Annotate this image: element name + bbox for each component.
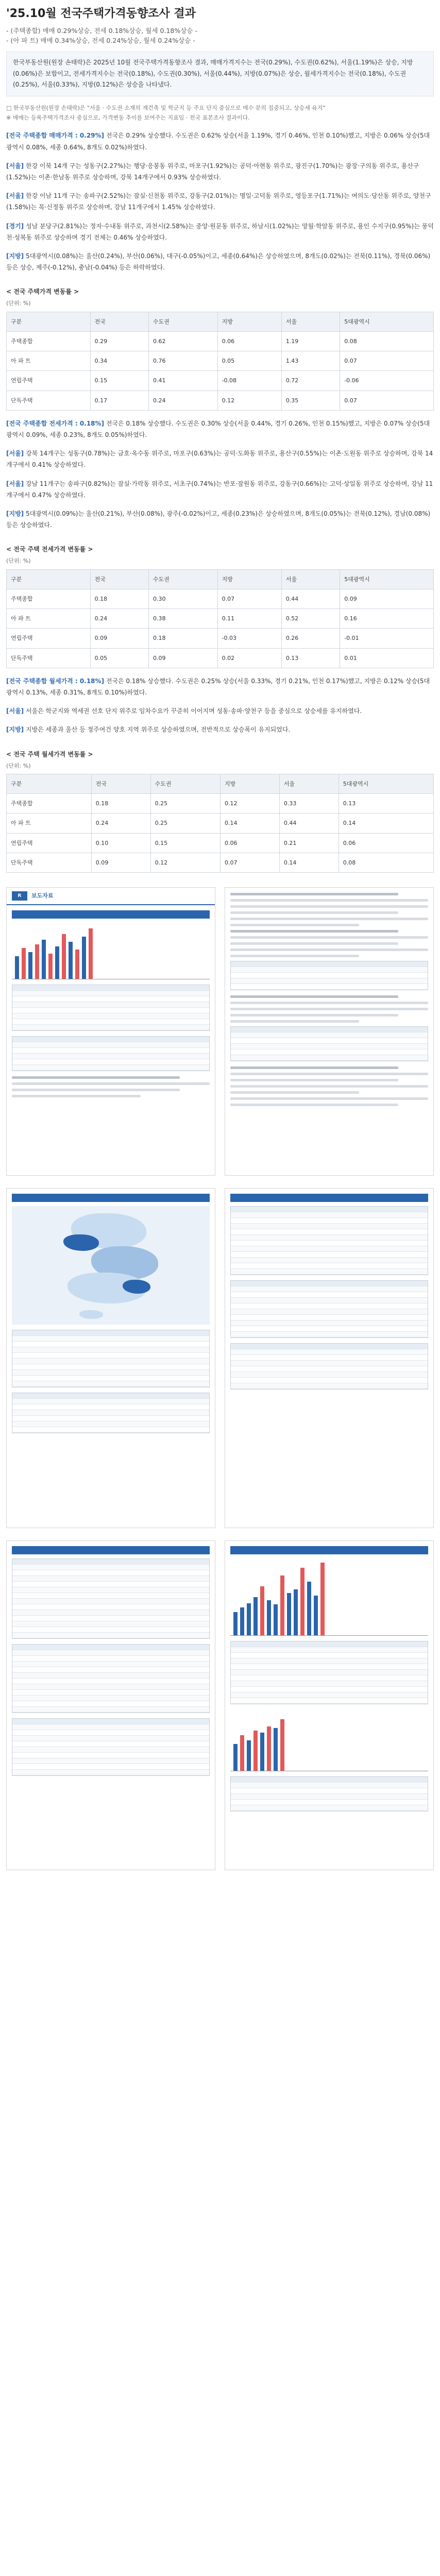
table-cell: -0.08 [217, 371, 281, 391]
table-cell: 0.09 [340, 589, 434, 608]
table-cell: -0.03 [217, 629, 281, 648]
paragraph-text: 한강 이남 11개 구는 송파구(2.52%)는 잠실·신천동 위주로, 강동구(2.01%)는 명일·고덕동 위주로, 영등포구(1.71%)는 여의도·당산동 위주로, 양천구(1.58%)는 목·신정동 위주로 상승하며, 강남 11개구에서 1.45% 상승하였다. [6, 192, 431, 211]
table-cell: 0.24 [91, 814, 150, 833]
table-cell: 단독주택 [7, 648, 91, 668]
table-cell: 0.06 [217, 331, 281, 351]
table-cell: 0.25 [150, 814, 220, 833]
table-row [7, 371, 434, 391]
report-page-thumbnail[interactable] [225, 887, 434, 1176]
doc-table-thumbnail [12, 1558, 210, 1639]
table-cell: 0.72 [281, 371, 340, 391]
table-cell: 0.07 [340, 351, 434, 371]
table-cell: 0.44 [281, 589, 340, 608]
doc-header-label: 보도자료 [31, 892, 54, 900]
table-cell: 연립주택 [7, 833, 92, 853]
table-cell: -0.01 [340, 629, 434, 648]
table-cell: 0.06 [339, 833, 433, 853]
sales-rate-table [6, 312, 434, 411]
doc-table-thumbnail [12, 1393, 210, 1433]
table-cell: 0.18 [90, 589, 148, 608]
paragraph-text: 5대광역시(0.08%)는 울산(0.24%), 부산(0.06%), 대구(-0.05%)이고, 세종(0.64%)은 상승하였으며, 8개도(0.02%)는 전북(0.11%), 경북(0.06%) 등은 상승, 제주(-0.12%), 충남(-0.04%) 등은 하락하였다. [6, 252, 431, 272]
table-cell: 0.44 [279, 814, 339, 833]
paragraph-lead: [서울] [6, 450, 24, 457]
table-cell: 아 파 트 [7, 609, 91, 629]
table-cell: 1.19 [281, 331, 340, 351]
table-cell: 0.09 [149, 648, 218, 668]
paragraph [6, 130, 434, 152]
paragraph-text: 강북 14개구는 성동구(0.78%)는 금호·옥수동 위주로, 마포구(0.63%)는 공덕·도화동 위주로, 용산구(0.55%)는 이촌·도원동 위주로 상승하며, 강북 14개구에서 0.41% 상승하였다. [6, 450, 433, 469]
doc-table-thumbnail [230, 1026, 428, 1061]
table-cell: 아 파 트 [7, 351, 91, 371]
table-header: 5대광역시 [340, 569, 434, 589]
table-row [7, 391, 434, 410]
table-cell: 연립주택 [7, 629, 91, 648]
doc-table-thumbnail [230, 961, 428, 990]
paragraph [6, 250, 434, 273]
doc-table-thumbnail [230, 1206, 428, 1275]
report-page-thumbnail[interactable] [225, 1188, 434, 1528]
table-cell: 1.43 [281, 351, 340, 371]
page-title: '25.10월 전국주택가격동향조사 결과 [6, 7, 196, 20]
doc-table-thumbnail [230, 1280, 428, 1338]
table-cell: 0.11 [217, 609, 281, 629]
table-cell: 0.34 [90, 351, 148, 371]
wolse-rate-table [6, 774, 434, 873]
table-header: 지방 [217, 569, 281, 589]
table-cell: 0.14 [279, 853, 339, 872]
table-row [7, 814, 434, 833]
table-cell: 0.13 [339, 794, 433, 814]
table-header-row [7, 774, 434, 793]
table-header: 구분 [7, 774, 92, 793]
doc-table-thumbnail [12, 1644, 210, 1713]
table-header: 수도권 [149, 312, 218, 331]
table-title: < 전국 주택가격 변동률 > [6, 288, 79, 296]
map-thumbnail [12, 1206, 210, 1325]
table-header: 5대광역시 [339, 774, 433, 793]
table-header: 구분 [7, 312, 91, 331]
doc-table-thumbnail [12, 1718, 210, 1776]
note [6, 104, 434, 123]
table-cell: 0.17 [90, 391, 148, 410]
table-cell: 주택종합 [7, 589, 91, 608]
table-cell: 0.52 [281, 609, 340, 629]
table-header: 수도권 [149, 569, 218, 589]
table-row [7, 331, 434, 351]
table-row [7, 609, 434, 629]
paragraph [6, 508, 434, 531]
table-header-row [7, 312, 434, 331]
table-cell: 0.18 [149, 629, 218, 648]
doc-body [225, 1189, 433, 1400]
table-cell: 0.09 [91, 853, 150, 872]
table-row [7, 853, 434, 872]
table-header: 구분 [7, 569, 91, 589]
table-cell: 0.07 [217, 589, 281, 608]
doc-chart-thumbnail [230, 1558, 428, 1636]
table-cell: 0.35 [281, 391, 340, 410]
table-header: 5대광역시 [340, 312, 434, 331]
table-cell: 0.25 [150, 794, 220, 814]
paragraph-text: 서울은 학군지와 역세권 선호 단지 위주로 임차수요가 꾸준히 이어지며 성동·송파·양천구 등을 중심으로 상승세를 유지하였다. [24, 707, 362, 715]
table-header-row [7, 569, 434, 589]
paragraph [6, 705, 434, 717]
table-cell: 0.33 [279, 794, 339, 814]
doc-table-thumbnail [12, 1036, 210, 1071]
doc-table-thumbnail [12, 985, 210, 1031]
table-cell: 주택종합 [7, 331, 91, 351]
table-cell: 아 파 트 [7, 814, 92, 833]
paragraph [6, 418, 434, 440]
paragraph-lead: [지방] [6, 510, 24, 517]
table-header: 전국 [90, 569, 148, 589]
report-page-thumbnail[interactable] [6, 1540, 215, 1870]
table-cell: 0.13 [281, 648, 340, 668]
table-cell: 0.02 [217, 648, 281, 668]
table-cell: 0.18 [91, 794, 150, 814]
table-cell: 0.07 [340, 391, 434, 410]
paragraph [6, 724, 434, 735]
subtitle-line: - (아 파 트) 매매 0.34%상승, 전세 0.24%상승, 월세 0.24%상승 - [6, 36, 195, 44]
doc-body [7, 1189, 215, 1444]
table-cell: 0.16 [340, 609, 434, 629]
table-unit: (단위: %) [6, 300, 31, 307]
table-cell: 0.09 [90, 629, 148, 648]
table-header: 수도권 [150, 774, 220, 793]
doc-body [7, 1541, 215, 1786]
table-cell: 단독주택 [7, 853, 92, 872]
paragraph-lead: [서울] [6, 162, 24, 170]
table-cell: 0.08 [340, 331, 434, 351]
table-row [7, 833, 434, 853]
table-row [7, 351, 434, 371]
note-line: ※ 매매는 등록주택가격조사 중심으로, 가격변동 추이를 보여주는 지표임 · 전국 표본조사 결과이다. [6, 114, 250, 121]
table-cell: 0.06 [221, 833, 280, 853]
doc-body [7, 905, 215, 1106]
table-cell: 0.01 [340, 648, 434, 668]
table-cell: 0.15 [90, 371, 148, 391]
paragraph-lead: [경기] [6, 222, 24, 230]
paragraph-lead: [지방] [6, 252, 24, 260]
table-cell: 0.10 [91, 833, 150, 853]
paragraph-lead: [전국 주택종합 전세가격 : 0.18%] [6, 419, 105, 427]
doc-table-thumbnail [230, 1343, 428, 1389]
paragraph-text: 전국은 0.29% 상승했다. 수도권은 0.62% 상승(서울 1.19%, 경기 0.46%, 인천 0.10%)했고, 지방은 0.06% 상승(5대광역시 0.08%, 세종 0.64%, 8개도 0.02%)하였다. [6, 132, 430, 151]
subtitle-line: - (주택종합) 매매 0.29%상승, 전세 0.18%상승, 월세 0.18%상승 - [6, 26, 197, 35]
table-header: 서울 [281, 569, 340, 589]
paragraph-text: 5대광역시(0.09%)는 울산(0.21%), 부산(0.08%), 광주(-0.02%)이고, 세종(0.23%)은 상승하였으며, 8개도(0.05%)는 전북(0.12%), 경남(0.08%) 등은 상승하였다. [6, 510, 431, 529]
table-cell: 0.14 [339, 814, 433, 833]
table-cell: 0.41 [149, 371, 218, 391]
page [0, 6, 440, 2576]
paragraph-text: 강남 11개구는 송파구(0.82%)는 잠실·가락동 위주로, 서초구(0.74%)는 반포·잠원동 위주로, 강동구(0.66%)는 고덕·상일동 위주로 상승하며, 강남 11개구에서 0.47% 상승하였다. [6, 480, 433, 499]
table-cell: 0.12 [221, 794, 280, 814]
table-cell: 0.30 [149, 589, 218, 608]
paragraph-lead: [지방] [6, 726, 24, 734]
paragraph [6, 190, 434, 213]
table-header: 서울 [281, 312, 340, 331]
doc-heading-bar [12, 1194, 210, 1202]
paragraph [6, 478, 434, 501]
table-row [7, 648, 434, 668]
report-page-thumbnail[interactable] [6, 1188, 215, 1528]
table-cell: 0.24 [90, 609, 148, 629]
table-cell: 0.21 [279, 833, 339, 853]
table-header: 서울 [279, 774, 339, 793]
table-cell: 0.12 [217, 391, 281, 410]
report-page-thumbnail[interactable] [225, 1540, 434, 1870]
paragraph [6, 221, 434, 243]
doc-table-thumbnail [230, 1776, 428, 1811]
table-title: < 전국 주택 전세가격 변동률 > [6, 546, 93, 553]
table-cell: 연립주택 [7, 371, 91, 391]
paragraph-lead: [전국 주택종합 매매가격 : 0.29%] [6, 132, 105, 140]
table-cell: 단독주택 [7, 391, 91, 410]
doc-header [7, 888, 215, 905]
table-cell: 0.05 [90, 648, 148, 668]
report-logo-icon: R [12, 891, 27, 901]
doc-heading-bar [12, 1546, 210, 1554]
report-page-gallery [6, 887, 434, 1870]
table-cell: 0.08 [339, 853, 433, 872]
table-cell: 0.14 [221, 814, 280, 833]
paragraph-text: 전국은 0.18% 상승했다. 수도권은 0.25% 상승(서울 0.33%, 경기 0.21%, 인천 0.17%)했고, 지방은 0.12% 상승(5대광역시 0.13%, 세종 0.31%, 8개도 0.10%)하였다. [6, 677, 430, 697]
paragraph-lead: [서울] [6, 192, 24, 200]
paragraph-lead: [전국 주택종합 월세가격 : 0.18%] [6, 677, 105, 685]
paragraph-lead: [서울] [6, 480, 24, 487]
paragraph [6, 160, 434, 183]
table-cell: 0.26 [281, 629, 340, 648]
doc-heading-bar [230, 1194, 428, 1202]
table-row [7, 794, 434, 814]
doc-table-thumbnail [12, 1330, 210, 1387]
paragraph-text: 한강 이북 14개 구는 성동구(2.27%)는 행당·응봉동 위주로, 마포구(1.92%)는 공덕·아현동 위주로, 광진구(1.70%)는 광장·구의동 위주로, 용산구(1.52%)는 이촌·한남동 위주로 상승하며, 강북 14개구에서 0.93% 상승하였다. [6, 162, 419, 181]
doc-chart-thumbnail [12, 923, 210, 979]
doc-table-thumbnail [230, 1641, 428, 1704]
table-cell: 0.62 [149, 331, 218, 351]
report-page-thumbnail[interactable] [6, 887, 215, 1176]
paragraph-text: 지방은 세종과 울산 등 정주여건 양호 지역 위주로 상승하였으며, 전반적으로 상승폭이 유지되었다. [24, 726, 291, 734]
jeonse-rate-table [6, 569, 434, 668]
doc-chart-thumbnail [230, 1709, 428, 1771]
table-cell: 0.15 [150, 833, 220, 853]
table-header: 전국 [91, 774, 150, 793]
table-cell: 0.05 [217, 351, 281, 371]
note-line: □ 한국부동산원(원장 손태락)은 "서울 · 수도권 소재의 재건축 및 학군지 등 주요 단지 중심으로 매수 문의 집중되고, 상승세 유지" [6, 105, 326, 112]
paragraph-lead: [서울] [6, 707, 24, 715]
table-header: 전국 [90, 312, 148, 331]
doc-heading-bar [230, 1546, 428, 1554]
table-cell: 0.24 [149, 391, 218, 410]
table-title: < 전국 주택 월세가격 변동률 > [6, 750, 93, 758]
doc-body [225, 888, 433, 1115]
table-unit: (단위: %) [6, 557, 31, 565]
paragraph-text: 전국은 0.18% 상승했다. 수도권은 0.30% 상승(서울 0.44%, 경기 0.26%, 인천 0.15%)했고, 지방은 0.07% 상승(5대광역시 0.09%, 세종 0.23%, 8개도 0.05%)하였다. [6, 419, 430, 439]
table-header: 지방 [221, 774, 280, 793]
table-row [7, 589, 434, 608]
table-cell: 0.07 [221, 853, 280, 872]
table-header: 지방 [217, 312, 281, 331]
table-unit: (단위: %) [6, 762, 31, 769]
table-cell: -0.06 [340, 371, 434, 391]
table-cell: 0.12 [150, 853, 220, 872]
paragraph [6, 448, 434, 470]
paragraph-text: 성남 분당구(2.81%)는 정자·수내동 위주로, 과천시(2.58%)는 중앙·원문동 위주로, 하남시(1.02%)는 망월·학암동 위주로, 용인 수지구(0.95%)는 풍덕천·성복동 위주로 상승하며 경기 전체는 0.46% 상승하였다. [6, 222, 434, 241]
table-cell: 주택종합 [7, 794, 92, 814]
doc-body [225, 1541, 433, 1822]
table-cell: 0.38 [149, 609, 218, 629]
table-cell: 0.76 [149, 351, 218, 371]
paragraph [6, 675, 434, 698]
summary-box: 한국부동산원(원장 손태락)은 2025년 10월 전국주택가격동향조사 결과, 매매가격지수는 전국(0.29%), 수도권(0.62%), 서울(1.19%)은 상승, 지방(0.06%)은 보합이고, 전세가격지수는 전국(0.18%), 수도권(0.30%), 서울(0.44%), 지방(0.07%)은 상승, 월세가격지수는 전국(0.18%), 수도권(0.25%), 서울(0.33%), 지방(0.12%)은 상승을 나타냈다. [6, 52, 434, 96]
table-cell: 0.29 [90, 331, 148, 351]
subtitle [6, 26, 434, 46]
doc-heading-bar [12, 910, 210, 919]
table-row [7, 629, 434, 648]
